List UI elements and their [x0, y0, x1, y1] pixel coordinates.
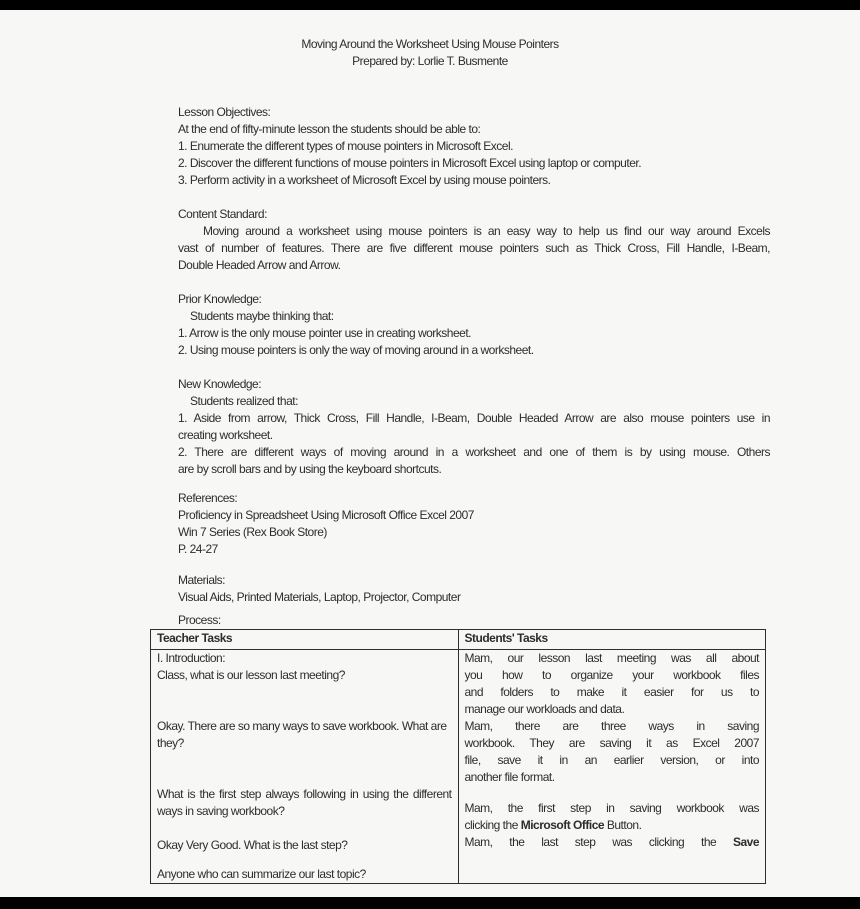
new-knowledge-intro: Students realized that:	[190, 394, 298, 408]
student-answer-4-text: Mam, the last step was clicking the	[464, 835, 733, 849]
references-heading: References:	[178, 491, 238, 505]
references-line-1: Proficiency in Spreadsheet Using Microsoft Office Excel 2007	[178, 508, 474, 522]
content-standard-heading: Content Standard:	[178, 207, 267, 221]
section-materials	[178, 572, 770, 606]
new-knowledge-heading: New Knowledge:	[178, 377, 262, 391]
student-answer-2-line-1: Mam, there are three ways in saving	[464, 719, 759, 733]
document-body	[178, 104, 770, 629]
section-references	[178, 490, 770, 558]
new-knowledge-item-1-line-1: 1. Aside from arrow, Thick Cross, Fill Handle, I-Beam, Double Headed Arrow are also mouse pointers use in	[178, 411, 770, 425]
teacher-question-4: Okay Very Good. What is the last step?	[157, 838, 348, 852]
lesson-objectives-line: At the end of fifty-minute lesson the students should be able to:	[178, 122, 481, 136]
top-black-bar	[0, 0, 860, 10]
section-process	[178, 612, 770, 629]
prior-knowledge-heading: Prior Knowledge:	[178, 292, 262, 306]
prepared-by-line: Prepared by: Lorlie T. Busmente	[352, 54, 508, 68]
lesson-objectives-heading: Lesson Objectives:	[178, 105, 271, 119]
teacher-question-3: What is the first step always following in using the different ways in saving workbook?	[157, 787, 452, 818]
section-lesson-objectives	[178, 104, 770, 189]
process-table	[150, 629, 766, 884]
title-block	[0, 0, 860, 70]
teacher-tasks-cell	[151, 650, 459, 884]
student-answer-3-line-1: Mam, the first step in saving workbook was	[464, 801, 759, 815]
bottom-black-bar	[0, 897, 860, 909]
references-line-3: P. 24-27	[178, 542, 218, 556]
references-line-2: Win 7 Series (Rex Book Store)	[178, 525, 327, 539]
process-heading: Process:	[178, 613, 221, 627]
students-tasks-cell	[458, 650, 766, 884]
student-answer-1-line-2: you how to organize your workbook files	[464, 668, 759, 682]
student-answer-2-line-3: file, save it in an earlier version, or into	[464, 753, 759, 767]
content-standard-line-3: Double Headed Arrow and Arrow.	[178, 258, 341, 272]
student-answer-2-line-4: another file format.	[464, 770, 555, 784]
process-table-body-row	[151, 650, 766, 884]
new-knowledge-item-1-line-2: creating worksheet.	[178, 428, 273, 442]
teacher-intro: I. Introduction:	[157, 651, 226, 665]
student-answer-3-line-2-tail: Button.	[604, 818, 642, 832]
student-answer-1-line-3: and folders to make it easier for us to	[464, 685, 759, 699]
student-answer-1-line-4: manage our workloads and data.	[464, 702, 625, 716]
process-table-header-row	[151, 630, 766, 650]
student-answer-2-line-2: workbook. They are saving it as Excel 2007	[464, 736, 759, 750]
student-answer-1-line-1: Mam, our lesson last meeting was all about	[464, 651, 759, 665]
teacher-tasks-header: Teacher Tasks	[151, 630, 459, 650]
student-answer-3-line-2-text: clicking the	[464, 818, 521, 832]
teacher-question-5: Anyone who can summarize our last topic?	[157, 867, 366, 881]
new-knowledge-item-2-line-2: are by scroll bars and by using the keyboard shortcuts.	[178, 462, 442, 476]
new-knowledge-item-2-line-1: 2. There are different ways of moving around in a worksheet and one of them is by using mouse. Others	[178, 445, 770, 459]
teacher-question-2: Okay. There are so many ways to save workbook. What are they?	[157, 719, 447, 750]
students-tasks-header: Students' Tasks	[458, 630, 766, 650]
section-new-knowledge	[178, 376, 770, 478]
section-content-standard	[178, 206, 770, 274]
lesson-objectives-item-1: 1. Enumerate the different types of mouse pointers in Microsoft Excel.	[178, 139, 513, 153]
content-standard-line-1: Moving around a worksheet using mouse pointers is an easy way to help us find our way around Excels	[203, 224, 770, 238]
microsoft-office-bold-text: Microsoft Office	[520, 818, 605, 832]
document-title: Moving Around the Worksheet Using Mouse Pointers	[301, 37, 559, 51]
lesson-objectives-item-2: 2. Discover the different functions of mouse pointers in Microsoft Excel using laptop or computer.	[178, 156, 642, 170]
save-bold-text: Save	[732, 835, 759, 849]
materials-line: Visual Aids, Printed Materials, Laptop, Projector, Computer	[178, 590, 461, 604]
materials-heading: Materials:	[178, 573, 226, 587]
prior-knowledge-item-1: 1. Arrow is the only mouse pointer use in creating worksheet.	[178, 326, 471, 340]
prior-knowledge-item-2: 2. Using mouse pointers is only the way of moving around in a worksheet.	[178, 343, 534, 357]
student-answer-3-line-2	[465, 817, 760, 834]
content-standard-line-2: vast of number of features. There are five different mouse pointers such as Thick Cross, Fill Handle, I-Beam,	[178, 241, 770, 255]
student-answer-4-line	[465, 834, 760, 851]
prior-knowledge-intro: Students maybe thinking that:	[190, 309, 334, 323]
teacher-question-1: Class, what is our lesson last meeting?	[157, 668, 345, 682]
lesson-objectives-item-3: 3. Perform activity in a worksheet of Microsoft Excel by using mouse pointers.	[178, 173, 551, 187]
section-prior-knowledge	[178, 291, 770, 359]
